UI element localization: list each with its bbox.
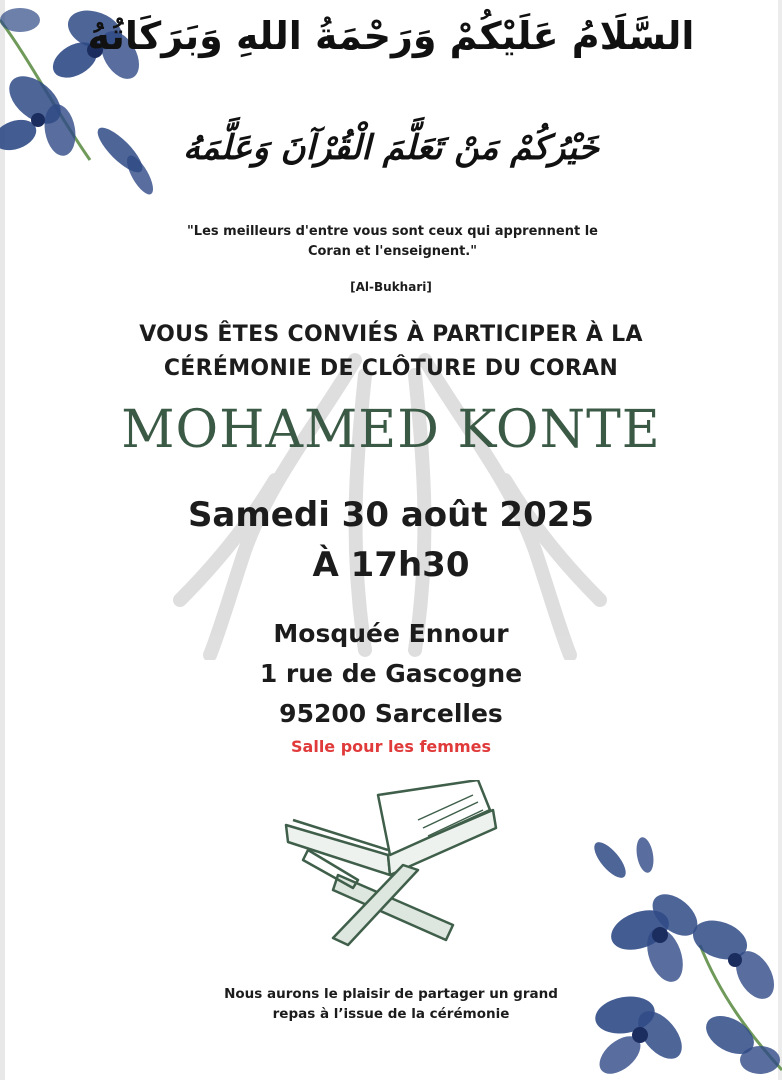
invitation-heading — [0, 318, 782, 386]
invitation-line-2: CÉRÉMONIE DE CLÔTURE DU CORAN — [163, 356, 619, 381]
women-room-note: Salle pour les femmes — [291, 737, 491, 756]
closing-meal-note — [0, 984, 782, 1024]
event-time: À 17h30 — [312, 545, 470, 585]
closing-line-2: repas à l’issue de la cérémonie — [272, 1006, 510, 1022]
bottom-right-flower-decoration — [580, 835, 782, 1080]
student-name: MOHAMED KONTE — [121, 400, 661, 460]
islamic-greeting-arabic: السَّلَامُ عَلَيْكُمْ وَرَحْمَةُ اللهِ وَبَرَكَاتُهُ — [87, 14, 695, 58]
invitation-line-1: VOUS ÊTES CONVIÉS À PARTICIPER À LA — [139, 322, 643, 347]
event-date: Samedi 30 août 2025 — [187, 495, 595, 535]
venue-city: 95200 Sarcelles — [279, 699, 503, 728]
venue-street: 1 rue de Gascogne — [259, 659, 523, 688]
quran-book-illustration — [278, 780, 503, 950]
venue-name: Mosquée Ennour — [273, 619, 509, 648]
event-datetime — [0, 490, 782, 590]
hadith-french-quote: "Les meilleurs d'entre vous sont ceux qui apprennent le Coran et l'enseignent." — [187, 224, 598, 259]
closing-line-1: Nous aurons le plaisir de partager un grand — [224, 986, 558, 1002]
hadith-source: [Al-Bukhari] — [350, 280, 432, 294]
hadith-arabic-calligraphy: خَيْرُكُمْ مَنْ تَعَلَّمَ الْقُرْآنَ وَعَلَّمَهُ — [182, 128, 600, 168]
venue-address — [0, 614, 782, 734]
